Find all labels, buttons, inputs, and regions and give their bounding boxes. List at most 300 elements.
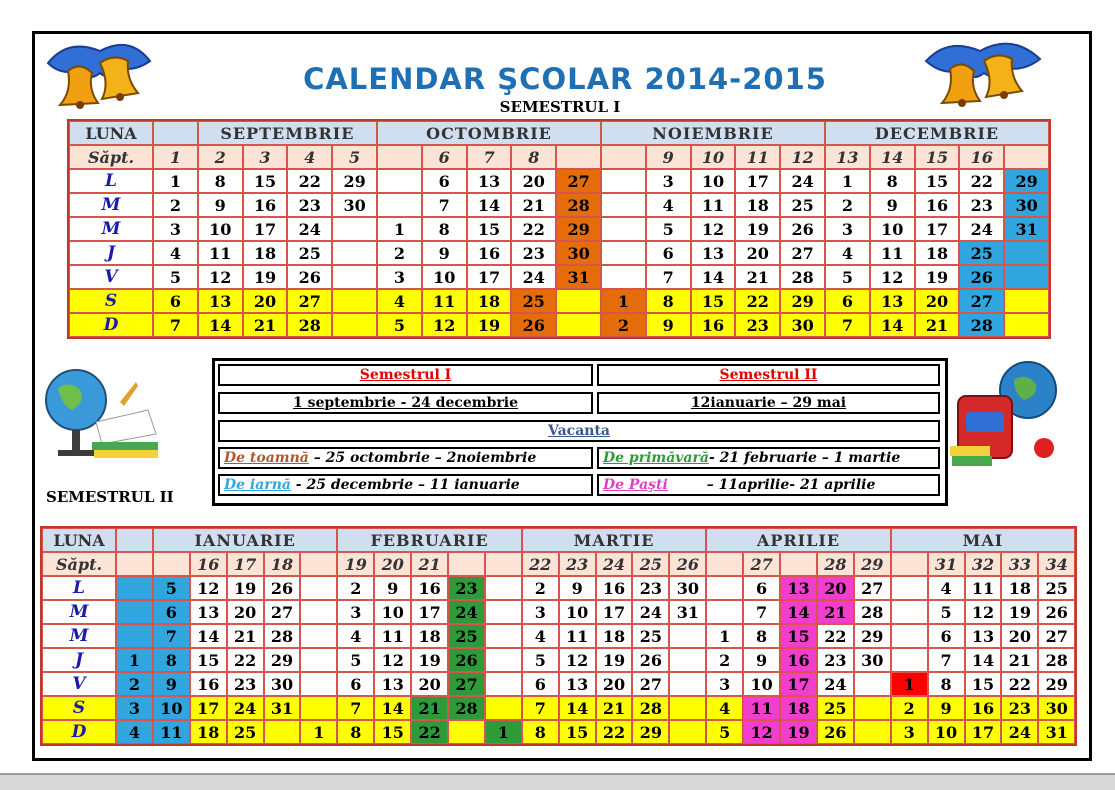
date-cell: 25 xyxy=(448,624,485,648)
date-cell: 15 xyxy=(780,624,817,648)
date-cell: 22 xyxy=(959,169,1004,193)
day-row xyxy=(42,576,1075,600)
date-cell: 12 xyxy=(190,576,227,600)
day-label: D xyxy=(69,313,153,337)
date-cell: 3 xyxy=(116,696,153,720)
date-cell xyxy=(377,169,422,193)
month-header: SEPTEMBRIE xyxy=(198,121,377,145)
date-cell: 7 xyxy=(825,313,870,337)
date-cell xyxy=(669,696,706,720)
date-cell: 10 xyxy=(928,720,965,744)
day-label: S xyxy=(42,696,116,720)
date-cell: 9 xyxy=(870,193,915,217)
date-cell: 10 xyxy=(870,217,915,241)
date-cell xyxy=(300,648,337,672)
date-cell: 2 xyxy=(891,696,928,720)
date-cell: 24 xyxy=(959,217,1004,241)
date-cell: 4 xyxy=(706,696,743,720)
date-cell: 13 xyxy=(691,241,736,265)
date-cell: 23 xyxy=(817,648,854,672)
date-cell xyxy=(601,241,646,265)
date-cell: 3 xyxy=(706,672,743,696)
date-cell: 20 xyxy=(915,289,960,313)
date-cell: 3 xyxy=(825,217,870,241)
date-cell: 14 xyxy=(691,265,736,289)
date-cell: 13 xyxy=(559,672,596,696)
date-cell: 23 xyxy=(227,672,264,696)
date-cell: 30 xyxy=(556,241,601,265)
month-header: IANUARIE xyxy=(153,528,337,552)
date-cell: 21 xyxy=(735,265,780,289)
day-row xyxy=(69,289,1049,313)
date-cell xyxy=(300,672,337,696)
date-cell: 18 xyxy=(411,624,448,648)
date-cell: 3 xyxy=(891,720,928,744)
date-cell: 15 xyxy=(691,289,736,313)
winter-vacation xyxy=(218,474,593,496)
date-cell: 3 xyxy=(153,217,198,241)
week-number: 25 xyxy=(632,552,669,576)
day-row xyxy=(69,169,1049,193)
date-cell: 16 xyxy=(190,672,227,696)
date-cell: 31 xyxy=(1038,720,1075,744)
date-cell: 3 xyxy=(337,600,374,624)
date-cell: 27 xyxy=(780,241,825,265)
date-cell xyxy=(854,696,891,720)
blank-header xyxy=(153,121,198,145)
globe-book-icon xyxy=(36,362,166,467)
date-cell: 28 xyxy=(264,624,301,648)
day-row xyxy=(69,193,1049,217)
date-cell: 30 xyxy=(854,648,891,672)
date-cell: 10 xyxy=(559,600,596,624)
week-number: 21 xyxy=(411,552,448,576)
date-cell: 18 xyxy=(915,241,960,265)
date-cell: 12 xyxy=(198,265,243,289)
date-cell: 16 xyxy=(691,313,736,337)
date-cell: 22 xyxy=(511,217,556,241)
date-cell: 11 xyxy=(870,241,915,265)
date-cell: 29 xyxy=(332,169,377,193)
date-cell: 1 xyxy=(485,720,522,744)
date-cell: 17 xyxy=(965,720,1002,744)
week-number: 27 xyxy=(743,552,780,576)
date-cell: 4 xyxy=(646,193,691,217)
date-cell: 19 xyxy=(735,217,780,241)
date-cell: 6 xyxy=(337,672,374,696)
day-row xyxy=(42,696,1075,720)
date-cell: 26 xyxy=(817,720,854,744)
luna-header: LUNA xyxy=(69,121,153,145)
date-cell: 25 xyxy=(959,241,1004,265)
date-cell xyxy=(377,193,422,217)
date-cell: 1 xyxy=(706,624,743,648)
date-cell: 12 xyxy=(691,217,736,241)
date-cell: 4 xyxy=(116,720,153,744)
date-cell: 5 xyxy=(706,720,743,744)
day-label: L xyxy=(69,169,153,193)
date-cell: 15 xyxy=(243,169,288,193)
date-cell: 28 xyxy=(556,193,601,217)
date-cell: 18 xyxy=(596,624,633,648)
date-cell: 27 xyxy=(264,600,301,624)
date-cell: 13 xyxy=(198,289,243,313)
week-number xyxy=(556,145,601,169)
date-cell: 2 xyxy=(153,193,198,217)
date-cell: 23 xyxy=(511,241,556,265)
date-cell: 14 xyxy=(467,193,512,217)
bottom-bar xyxy=(0,773,1115,790)
date-cell: 12 xyxy=(374,648,411,672)
date-cell: 14 xyxy=(559,696,596,720)
date-cell xyxy=(891,624,928,648)
week-number: 29 xyxy=(854,552,891,576)
date-cell: 12 xyxy=(559,648,596,672)
date-cell: 10 xyxy=(374,600,411,624)
date-cell: 17 xyxy=(915,217,960,241)
date-cell: 4 xyxy=(825,241,870,265)
date-cell: 11 xyxy=(743,696,780,720)
date-cell: 26 xyxy=(959,265,1004,289)
date-cell: 6 xyxy=(153,289,198,313)
autumn-vacation-dates: – 25 octombrie – 2noiembrie xyxy=(308,450,537,466)
date-cell xyxy=(1004,265,1049,289)
date-cell: 23 xyxy=(735,313,780,337)
date-cell: 28 xyxy=(854,600,891,624)
week-number: 26 xyxy=(669,552,706,576)
day-row xyxy=(42,648,1075,672)
day-row xyxy=(69,241,1049,265)
date-cell: 3 xyxy=(522,600,559,624)
date-cell: 16 xyxy=(411,576,448,600)
date-cell: 4 xyxy=(377,289,422,313)
date-cell: 30 xyxy=(1038,696,1075,720)
date-cell: 11 xyxy=(965,576,1002,600)
date-cell: 16 xyxy=(915,193,960,217)
date-cell: 30 xyxy=(332,193,377,217)
date-cell: 20 xyxy=(511,169,556,193)
week-number: 32 xyxy=(965,552,1002,576)
week-label: Săpt. xyxy=(69,145,153,169)
date-cell xyxy=(556,313,601,337)
date-cell: 11 xyxy=(198,241,243,265)
week-number xyxy=(891,552,928,576)
date-cell xyxy=(485,672,522,696)
date-cell: 21 xyxy=(227,624,264,648)
date-cell: 8 xyxy=(646,289,691,313)
semester-one-label: SEMESTRUL I xyxy=(499,98,621,116)
date-cell xyxy=(669,720,706,744)
date-cell: 21 xyxy=(511,193,556,217)
month-header: DECEMBRIE xyxy=(825,121,1049,145)
week-number: 14 xyxy=(870,145,915,169)
date-cell: 14 xyxy=(198,313,243,337)
date-cell: 19 xyxy=(411,648,448,672)
day-label: V xyxy=(69,265,153,289)
date-cell: 11 xyxy=(374,624,411,648)
date-cell: 27 xyxy=(854,576,891,600)
date-cell xyxy=(300,624,337,648)
date-cell: 19 xyxy=(915,265,960,289)
date-cell: 30 xyxy=(669,576,706,600)
date-cell: 2 xyxy=(601,313,646,337)
semester-one-title: Semestrul I xyxy=(218,364,593,386)
date-cell: 14 xyxy=(190,624,227,648)
bells-icon xyxy=(38,33,158,111)
date-cell: 7 xyxy=(337,696,374,720)
month-header: MAI xyxy=(891,528,1075,552)
date-cell: 2 xyxy=(337,576,374,600)
date-cell: 23 xyxy=(959,193,1004,217)
date-cell: 26 xyxy=(511,313,556,337)
date-cell xyxy=(448,720,485,744)
date-cell: 14 xyxy=(870,313,915,337)
week-number: 33 xyxy=(1001,552,1038,576)
date-cell: 29 xyxy=(1038,672,1075,696)
calendar-table-semester-two xyxy=(40,526,1077,746)
week-number: 31 xyxy=(928,552,965,576)
date-cell: 19 xyxy=(1001,600,1038,624)
date-cell: 18 xyxy=(780,696,817,720)
month-header: OCTOMBRIE xyxy=(377,121,601,145)
spring-vacation xyxy=(597,447,940,469)
date-cell: 17 xyxy=(780,672,817,696)
date-cell: 12 xyxy=(870,265,915,289)
date-cell: 29 xyxy=(1004,169,1049,193)
date-cell: 14 xyxy=(965,648,1002,672)
date-cell: 26 xyxy=(1038,600,1075,624)
date-cell: 15 xyxy=(965,672,1002,696)
date-cell: 23 xyxy=(287,193,332,217)
date-cell: 5 xyxy=(337,648,374,672)
date-cell: 22 xyxy=(817,624,854,648)
date-cell xyxy=(891,648,928,672)
spring-vacation-dates: - 21 februarie – 1 martie xyxy=(708,450,901,466)
date-cell: 22 xyxy=(227,648,264,672)
date-cell: 17 xyxy=(596,600,633,624)
date-cell: 24 xyxy=(817,672,854,696)
day-row xyxy=(69,313,1049,337)
month-header: FEBRUARIE xyxy=(337,528,521,552)
date-cell: 13 xyxy=(467,169,512,193)
date-cell: 2 xyxy=(377,241,422,265)
day-label: V xyxy=(42,672,116,696)
week-number: 15 xyxy=(915,145,960,169)
date-cell: 26 xyxy=(264,576,301,600)
date-cell: 27 xyxy=(448,672,485,696)
date-cell: 21 xyxy=(915,313,960,337)
date-cell xyxy=(891,576,928,600)
date-cell: 31 xyxy=(264,696,301,720)
week-number xyxy=(377,145,422,169)
week-number xyxy=(448,552,485,576)
day-label: M xyxy=(69,217,153,241)
day-label: J xyxy=(69,241,153,265)
day-row xyxy=(42,672,1075,696)
week-number: 5 xyxy=(332,145,377,169)
date-cell: 20 xyxy=(817,576,854,600)
date-cell: 6 xyxy=(153,600,190,624)
date-cell: 9 xyxy=(374,576,411,600)
date-cell: 9 xyxy=(153,672,190,696)
date-cell xyxy=(706,576,743,600)
date-cell: 11 xyxy=(153,720,190,744)
autumn-vacation xyxy=(218,447,593,469)
date-cell xyxy=(300,600,337,624)
date-cell: 20 xyxy=(596,672,633,696)
date-cell: 25 xyxy=(817,696,854,720)
week-number: 2 xyxy=(198,145,243,169)
date-cell: 9 xyxy=(743,648,780,672)
date-cell: 23 xyxy=(632,576,669,600)
date-cell: 12 xyxy=(965,600,1002,624)
date-cell: 27 xyxy=(287,289,332,313)
date-cell: 6 xyxy=(743,576,780,600)
week-number: 7 xyxy=(467,145,512,169)
date-cell xyxy=(1004,241,1049,265)
date-cell: 7 xyxy=(743,600,780,624)
week-number xyxy=(706,552,743,576)
date-cell: 8 xyxy=(928,672,965,696)
date-cell: 16 xyxy=(243,193,288,217)
date-cell: 15 xyxy=(915,169,960,193)
date-cell: 18 xyxy=(243,241,288,265)
date-cell: 1 xyxy=(300,720,337,744)
luna-header: LUNA xyxy=(42,528,116,552)
date-cell: 12 xyxy=(743,720,780,744)
date-cell: 29 xyxy=(854,624,891,648)
easter-vacation-label: De Paşti xyxy=(603,477,668,493)
week-number: 13 xyxy=(825,145,870,169)
week-number: 20 xyxy=(374,552,411,576)
date-cell xyxy=(669,624,706,648)
date-cell: 13 xyxy=(870,289,915,313)
date-cell: 21 xyxy=(596,696,633,720)
date-cell: 8 xyxy=(422,217,467,241)
date-cell: 7 xyxy=(522,696,559,720)
day-label: J xyxy=(42,648,116,672)
autumn-vacation-label: De toamnă xyxy=(224,450,309,466)
date-cell: 13 xyxy=(190,600,227,624)
date-cell xyxy=(485,624,522,648)
date-cell: 23 xyxy=(448,576,485,600)
week-number xyxy=(780,552,817,576)
week-number: 12 xyxy=(780,145,825,169)
date-cell xyxy=(601,217,646,241)
date-cell xyxy=(601,193,646,217)
week-number: 11 xyxy=(735,145,780,169)
date-cell: 30 xyxy=(264,672,301,696)
date-cell xyxy=(300,576,337,600)
date-cell: 19 xyxy=(780,720,817,744)
date-cell: 19 xyxy=(596,648,633,672)
date-cell: 1 xyxy=(891,672,928,696)
date-cell: 25 xyxy=(1038,576,1075,600)
date-cell: 22 xyxy=(411,720,448,744)
date-cell: 18 xyxy=(467,289,512,313)
date-cell: 8 xyxy=(870,169,915,193)
date-cell: 25 xyxy=(227,720,264,744)
date-cell: 29 xyxy=(264,648,301,672)
easter-vacation xyxy=(597,474,940,496)
date-cell: 21 xyxy=(1001,648,1038,672)
date-cell: 5 xyxy=(377,313,422,337)
date-cell xyxy=(116,576,153,600)
week-number: 1 xyxy=(153,145,198,169)
date-cell: 13 xyxy=(965,624,1002,648)
date-cell: 21 xyxy=(411,696,448,720)
date-cell: 5 xyxy=(522,648,559,672)
week-number xyxy=(601,145,646,169)
date-cell: 31 xyxy=(556,265,601,289)
day-label: M xyxy=(42,624,116,648)
date-cell: 1 xyxy=(153,169,198,193)
date-cell: 28 xyxy=(780,265,825,289)
schoolbag-globe-icon xyxy=(950,350,1060,475)
date-cell: 17 xyxy=(411,600,448,624)
date-cell: 3 xyxy=(377,265,422,289)
day-label: D xyxy=(42,720,116,744)
week-number: 10 xyxy=(691,145,736,169)
date-cell: 15 xyxy=(467,217,512,241)
date-cell: 22 xyxy=(735,289,780,313)
day-label: M xyxy=(69,193,153,217)
semester-two-title: Semestrul II xyxy=(597,364,940,386)
date-cell: 2 xyxy=(116,672,153,696)
week-number: 18 xyxy=(264,552,301,576)
date-cell: 25 xyxy=(780,193,825,217)
date-cell: 24 xyxy=(780,169,825,193)
date-cell: 27 xyxy=(632,672,669,696)
date-cell xyxy=(1004,289,1049,313)
date-cell: 8 xyxy=(198,169,243,193)
winter-vacation-label: De iarnă xyxy=(224,477,291,493)
date-cell xyxy=(485,600,522,624)
date-cell: 8 xyxy=(743,624,780,648)
date-cell: 17 xyxy=(243,217,288,241)
date-cell: 20 xyxy=(411,672,448,696)
week-number: 22 xyxy=(522,552,559,576)
blank-header xyxy=(116,528,153,552)
date-cell: 19 xyxy=(243,265,288,289)
date-cell xyxy=(669,672,706,696)
date-cell xyxy=(854,672,891,696)
date-cell: 21 xyxy=(243,313,288,337)
spring-vacation-label: De primăvară xyxy=(603,450,709,466)
date-cell: 27 xyxy=(959,289,1004,313)
date-cell: 7 xyxy=(422,193,467,217)
date-cell: 21 xyxy=(817,600,854,624)
date-cell: 29 xyxy=(632,720,669,744)
date-cell xyxy=(332,241,377,265)
date-cell: 9 xyxy=(646,313,691,337)
date-cell: 14 xyxy=(374,696,411,720)
date-cell xyxy=(332,217,377,241)
calendar-table-semester-one xyxy=(67,119,1051,339)
date-cell: 14 xyxy=(780,600,817,624)
date-cell: 10 xyxy=(153,696,190,720)
week-number: 4 xyxy=(287,145,332,169)
date-cell xyxy=(1004,313,1049,337)
date-cell: 28 xyxy=(632,696,669,720)
date-cell xyxy=(854,720,891,744)
date-cell: 10 xyxy=(691,169,736,193)
date-cell: 26 xyxy=(632,648,669,672)
date-cell: 27 xyxy=(556,169,601,193)
day-label: S xyxy=(69,289,153,313)
date-cell xyxy=(332,265,377,289)
date-cell: 6 xyxy=(928,624,965,648)
